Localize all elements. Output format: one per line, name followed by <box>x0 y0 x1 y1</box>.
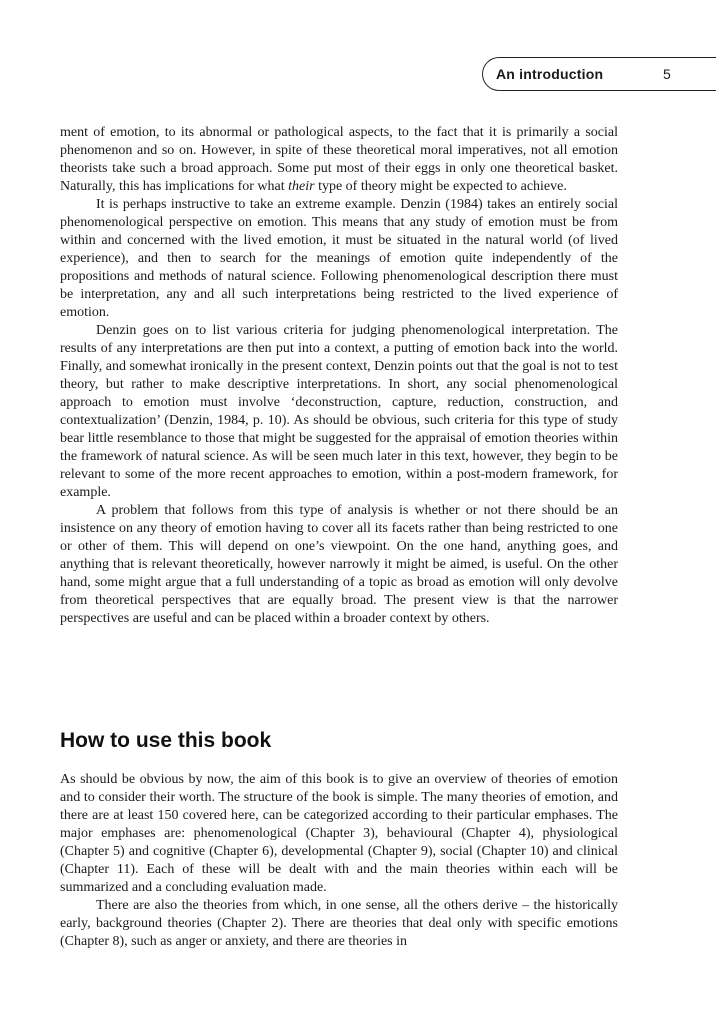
body-text-top <box>60 124 618 628</box>
emphasis-their: their <box>288 179 315 194</box>
paragraph: There are also the theories from which, in one sense, all the others derive – the historically early, background theories (Chapter 2). There are theories that deal only with specific emotions (Chapter 8), such as anger or anxiety, and there are theories in <box>60 898 618 949</box>
running-head-title: An introduction <box>496 66 604 82</box>
paragraph: ment of emotion, to its abnormal or pathological aspects, to the fact that it is primarily a social phenomenon and so on. However, in spite of these theoretical moral imperatives, not all emotion theorists take such a broad approach. Some put most of their eggs in only one theoretical basket. Naturally, this has implications for what their type of theory might be expected to achieve. <box>60 125 618 194</box>
page-number: 5 <box>663 66 671 82</box>
section-heading: How to use this book <box>60 729 272 752</box>
paragraph: It is perhaps instructive to take an extreme example. Denzin (1984) takes an entirely social phenomenological perspective on emotion. This means that any study of emotion must be from within and concerned with the lived emotion, it must be situated in the natural world (of lived experience), and then to search for the meanings of emotion quite independently of the propositions and methods of natural science. Following phenomenological description there must be interpretation, any and all such interpretations being restricted to the lived experience of emotion. <box>60 197 618 320</box>
paragraph: Denzin goes on to list various criteria for judging phenomenological interpretation. The results of any interpretations are then put into a context, a putting of emotion back into the world. Finally, and somewhat ironically in the present context, Denzin points out that the goal is not to test theory, but rather to make descriptive interpretations. In short, any social phenomenological approach to emotion must involve ‘deconstruction, capture, reduction, construction, and contextualization’ (Denzin, 1984, p. 10). As should be obvious, such criteria for this type of study bear little resemblance to those that might be suggested for the appraisal of emotion theories within the framework of natural science. As will be seen much later in this text, however, they begin to be relevant to some of the more recent approaches to emotion, within a post-modern framework, for example. <box>60 323 618 500</box>
body-text-bottom <box>60 771 618 951</box>
paragraph: A problem that follows from this type of analysis is whether or not there should be an insistence on any theory of emotion having to cover all its facets rather than being restricted to one or other of them. This will depend on one’s viewpoint. On the one hand, anything goes, and anything that is relevant theoretically, however narrowly it might be aimed, is useful. On the other hand, some might argue that a full understanding of a topic as broad as emotion will only devolve from theoretical perspectives that are equally broad. The present view is that the narrower perspectives are useful and can be placed within a broader context by others. <box>60 503 618 626</box>
paragraph: As should be obvious by now, the aim of this book is to give an overview of theories of emotion and to consider their worth. The structure of the book is simple. The many theories of emotion, and there are at least 150 covered here, can be categorized according to their particular emphases. The major emphases are: phenomenological (Chapter 3), behavioural (Chapter 4), physiological (Chapter 5) and cognitive (Chapter 6), developmental (Chapter 9), social (Chapter 10) and clinical (Chapter 11). Each of these will be dealt with and the main theories within each will be summarized and a concluding evaluation made. <box>60 772 618 895</box>
